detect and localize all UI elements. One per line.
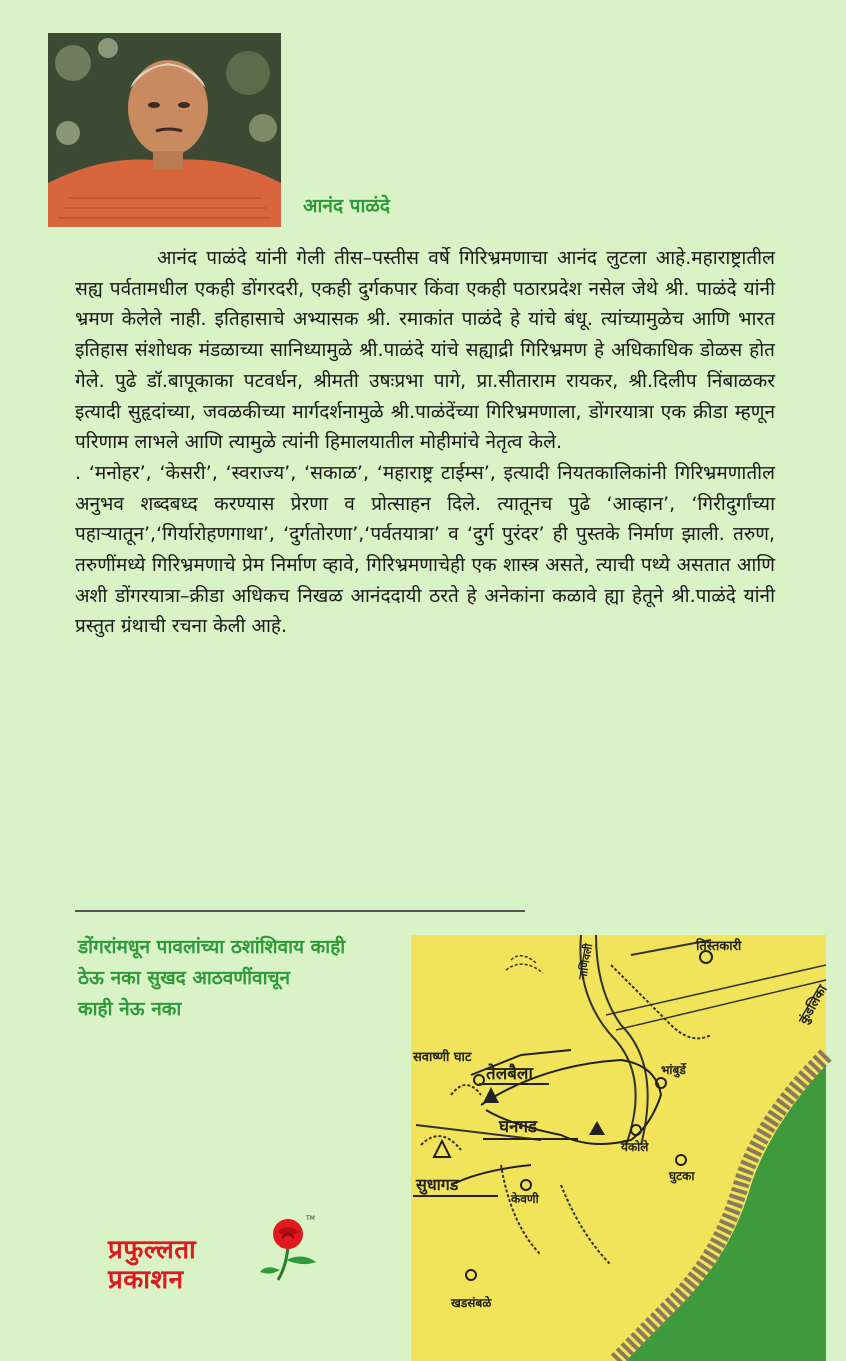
trek-route-map [411,935,831,1361]
map-label-kundalika: कुंडलिका [796,982,831,1027]
quote-line-1: डोंगरांमधून पावलांच्या ठशांशिवाय काही [78,936,346,958]
publisher-name-line-1: प्रफुल्लता [108,1235,197,1265]
quote-line-3: काही नेऊ नका [78,998,182,1020]
bio-paragraph-2: . ‘मनोहर’, ‘केसरी’, ‘स्वराज्य’, ‘सकाळ’, ‘महाराष्ट्र टाईम्स’, इत्यादी नियतकालिकांनी गिरिभ्रमणातील अनुभव शब्दबध्द करण्यास प्रेरणा व प्रोत्साहन दिले. त्यातूनच पुढे ‘आव्हान’, ‘गिरीदुर्गांच्या पहाऱ्यातून’,‘गिर्यारोहणगाथा’, ‘दुर्गतोरणा’,‘पर्वतयात्रा’ व ‘दुर्ग पुरंदर’ ही पुस्तके निर्माण झाली. तरुण, तरुणींमध्ये गिरिभ्रमणाचे प्रेम निर्माण व्हावे, गिरिभ्रमणाचेही एक शास्त्र असते, त्याची पथ्ये असतात आणि अशी डोंगरयात्रा–क्रीडा अधिकच निखळ आनंददायी ठरते हे अनेकांना कळावे ह्या हेतूने श्री.पाळंदे यांनी प्रस्तुत ग्रंथाची रचना केली आहे. [75,461,775,638]
map-label-tisakari: तिस्तकारी [696,939,742,954]
map-label-bhambuarde: भांबुर्डे [661,1063,686,1077]
trademark-mark: TM [306,1215,315,1222]
map-label-ghangad: घनगड [499,1117,538,1137]
author-name: आनंद पाळंदे [303,195,390,217]
trekking-quote [78,932,423,1025]
map-label-sudhagad: सुधागड [416,1175,459,1194]
section-divider [75,910,525,912]
publisher-logo [108,1215,338,1310]
map-label-khadsambale: खडसंबळे [451,1296,492,1310]
quote-line-2: ठेऊ नका सुखद आठवणींवाचून [78,967,291,989]
map-label-kevani: केवणी [511,1192,539,1206]
map-label-ghutka: घुटका [669,1169,695,1183]
bio-paragraph-1: आनंद पाळंदे यांनी गेली तीस–पस्तीस वर्षे गिरिभ्रमणाचा आनंद लुटला आहे.महाराष्ट्रातील सह्य पर्वतामधील एकही डोंगरदरी, एकही दुर्गकपार किंवा एकही पठारप्रदेश नसेल जेथे श्री. पाळंदे यांनी भ्रमण केलेले नाही. इतिहासाचे अभ्यासक श्री. रमाकांत पाळंदे हे यांचे बंधू. त्यांच्यामुळेच आणि भारत इतिहास संशोधक मंडळाच्या सानिध्यामुळे श्री.पाळंदे यांचे सह्याद्री गिरिभ्रमण हे अधिकाधिक डोळस होत गेले. पुढे डॉ.बापूकाका पटवर्धन, श्रीमती उषःप्रभा पागे, प्रा.सीताराम रायकर, श्री.दिलीप निंबाळकर इत्यादी सुहृदांच्या, जवळकीच्या मार्गदर्शनामुळे श्री.पाळंदेंच्या गिरिभ्रमणाला, डोंगरयात्रा एक क्रीडा म्हणून परिणाम लाभले आणि त्यामुळे त्यांनी हिमालयातील मोहीमांचे नेतृत्व केले. [75,247,775,454]
map-drawing [411,935,831,1361]
map-label-savashni-ghat: सवाष्णी घाट [413,1050,472,1065]
map-label-ekole: येकोले [621,1140,649,1154]
author-photo [48,33,281,227]
map-label-nanivali: नाणिवली [576,942,596,981]
publisher-name-line-2: प्रकाशन [108,1265,184,1295]
author-portrait-image [48,33,281,227]
rose-icon [258,1212,320,1282]
author-bio [75,243,775,642]
map-label-telbaila: तेलबैला [486,1064,533,1084]
